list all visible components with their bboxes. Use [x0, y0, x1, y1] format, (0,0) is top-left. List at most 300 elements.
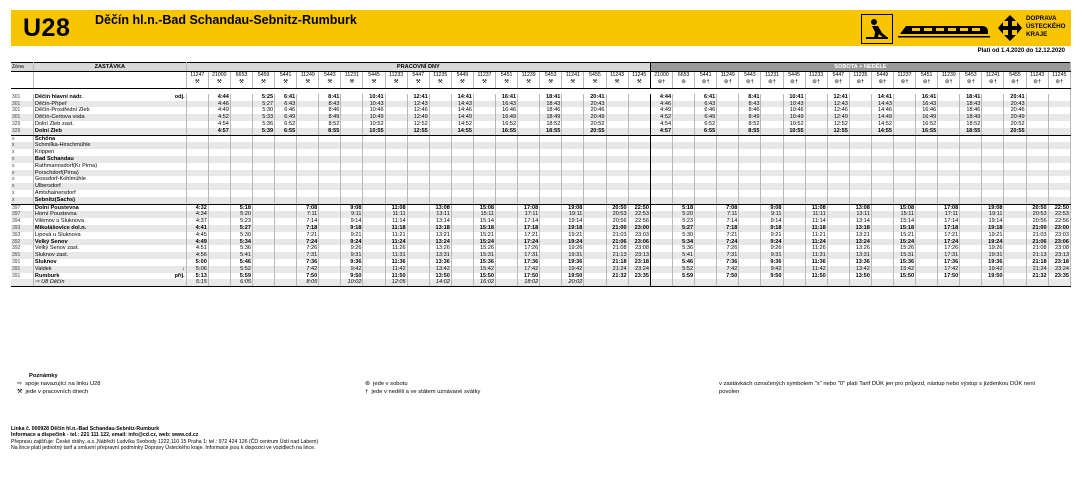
departure-time: [253, 252, 275, 259]
departure-time: [871, 232, 893, 239]
departure-time: [407, 176, 429, 183]
departure-time: [960, 266, 982, 273]
train-number-row: [11, 72, 1071, 79]
departure-time: [1004, 183, 1026, 190]
departure-time: 4:51: [186, 245, 208, 252]
stop-name-cell: [33, 107, 186, 114]
departure-time: [473, 94, 495, 101]
departure-time: [916, 156, 938, 163]
departure-time: [849, 170, 871, 177]
connection-time: 10:02: [341, 279, 363, 286]
departure-time: [230, 101, 252, 108]
departure-time: [1026, 121, 1048, 128]
departure-time: [540, 259, 562, 266]
departure-time: [297, 107, 319, 114]
departure-time: [429, 128, 451, 135]
stop-name: Děčín-Prostřední Žleb: [34, 107, 90, 114]
departure-time: [275, 218, 297, 225]
departure-time: [473, 101, 495, 108]
departure-time: [739, 239, 761, 246]
departure-time: [584, 190, 606, 197]
departure-time: [208, 252, 230, 259]
connection-time: [938, 279, 960, 286]
departure-time: [429, 190, 451, 197]
departure-time: 23:03: [628, 232, 650, 239]
departure-time: 4:52: [650, 114, 672, 121]
departure-time: 6:41: [275, 94, 297, 101]
departure-time: [451, 163, 473, 170]
departure-time: 7:31: [297, 252, 319, 259]
departure-time: [186, 128, 208, 135]
departure-time: 5:13: [186, 273, 208, 280]
departure-time: 17:18: [938, 225, 960, 232]
departure-time: 16:46: [916, 107, 938, 114]
departure-time: [540, 135, 562, 142]
departure-time: [208, 225, 230, 232]
departure-time: [186, 163, 208, 170]
departure-time: [673, 149, 695, 156]
departure-time: [717, 107, 739, 114]
departure-time: 17:14: [938, 218, 960, 225]
departure-time: [650, 142, 672, 149]
departure-time: [275, 149, 297, 156]
departure-time: [960, 163, 982, 170]
departure-time: 5:34: [230, 239, 252, 246]
departure-time: [341, 197, 363, 204]
departure-time: 20:46: [1004, 107, 1026, 114]
departure-time: [1026, 149, 1048, 156]
departure-time: [894, 114, 916, 121]
departure-time: [628, 170, 650, 177]
departure-time: 9:31: [341, 252, 363, 259]
departure-time: [562, 170, 584, 177]
departure-time: [650, 183, 672, 190]
departure-time: [407, 135, 429, 142]
departure-time: [739, 149, 761, 156]
departure-time: 19:36: [562, 259, 584, 266]
departure-time: 15:11: [473, 211, 495, 218]
departure-time: [650, 252, 672, 259]
connection-time: 6:05: [230, 279, 252, 286]
departure-time: [429, 94, 451, 101]
departure-time: [429, 135, 451, 142]
stop-name: Lipová u Šluknova: [34, 231, 81, 238]
stop-row: [11, 121, 1071, 128]
departure-time: 23:06: [1048, 239, 1070, 246]
departure-time: [606, 190, 628, 197]
departure-time: [562, 190, 584, 197]
connection-time: [407, 279, 429, 286]
departure-time: [982, 183, 1004, 190]
departure-time: [451, 259, 473, 266]
departure-time: 21:32: [1026, 273, 1048, 280]
departure-time: [275, 142, 297, 149]
departure-time: [1004, 197, 1026, 204]
departure-time: [650, 266, 672, 273]
logo-text-line-2: ÚSTECKÉHO: [1026, 23, 1066, 30]
note-sunday: † jede v neděli a ve státem uznávané svátky: [365, 389, 481, 395]
departure-time: 13:36: [429, 259, 451, 266]
departure-time: 15:24: [894, 239, 916, 246]
departure-time: [518, 135, 540, 142]
departure-time: 15:21: [894, 232, 916, 239]
departure-time: [275, 239, 297, 246]
departure-time: [341, 94, 363, 101]
train-number: 11245: [628, 72, 650, 79]
stop-name: Dolní Žleb: [34, 127, 62, 134]
departure-time: [253, 232, 275, 239]
departure-time: [363, 252, 385, 259]
departure-time: 17:42: [518, 266, 540, 273]
departure-time: [982, 176, 1004, 183]
stop-row: [11, 142, 1071, 149]
departure-time: [805, 149, 827, 156]
departure-time: [761, 121, 783, 128]
stop-zone: 301: [11, 107, 33, 114]
departure-time: [473, 176, 495, 183]
departure-time: 5:06: [186, 266, 208, 273]
departure-time: [208, 204, 230, 211]
departure-time: 14:49: [451, 114, 473, 121]
connection-time: [606, 279, 628, 286]
departure-time: [297, 156, 319, 163]
departure-time: 15:24: [473, 239, 495, 246]
departure-time: [562, 114, 584, 121]
train-number: 11237: [894, 72, 916, 79]
departure-time: [297, 183, 319, 190]
train-number: 5445: [363, 72, 385, 79]
departure-time: 9:42: [341, 266, 363, 273]
departure-time: [496, 266, 518, 273]
departure-time: 19:42: [562, 266, 584, 273]
departure-time: 15:18: [894, 225, 916, 232]
departure-time: [849, 121, 871, 128]
departure-time: [761, 190, 783, 197]
departure-time: [628, 128, 650, 135]
departure-time: [429, 176, 451, 183]
departure-time: 21:03: [606, 232, 628, 239]
departure-time: 7:11: [297, 211, 319, 218]
train-symbol: ⊚†: [783, 79, 805, 89]
departure-time: [695, 252, 717, 259]
departure-time: [496, 252, 518, 259]
train-number: 5453: [540, 72, 562, 79]
connection-time: 12:05: [385, 279, 407, 286]
departure-time: [606, 101, 628, 108]
departure-time: [805, 114, 827, 121]
train-symbol: ⚒: [518, 79, 540, 89]
departure-time: [451, 211, 473, 218]
departure-time: 8:43: [319, 101, 341, 108]
departure-time: 7:18: [297, 225, 319, 232]
departure-time: [429, 121, 451, 128]
departure-time: [650, 239, 672, 246]
connection-time: [894, 279, 916, 286]
departure-time: [695, 156, 717, 163]
stop-zone: 391: [11, 266, 33, 273]
departure-time: [407, 211, 429, 218]
departure-time: 17:36: [518, 259, 540, 266]
departure-time: [584, 239, 606, 246]
departure-time: [673, 121, 695, 128]
departure-time: [827, 190, 849, 197]
departure-time: [297, 142, 319, 149]
connection-row: [11, 279, 1071, 286]
departure-time: [496, 225, 518, 232]
departure-time: [938, 135, 960, 142]
departure-time: [761, 149, 783, 156]
departure-time: [1004, 218, 1026, 225]
train-symbol: ⚒: [363, 79, 385, 89]
departure-time: 6:46: [275, 107, 297, 114]
departure-time: [208, 135, 230, 142]
departure-time: [297, 94, 319, 101]
departure-time: [451, 170, 473, 177]
departure-time: 5:30: [253, 107, 275, 114]
departure-time: [297, 176, 319, 183]
departure-time: [562, 107, 584, 114]
departure-time: 15:14: [473, 218, 495, 225]
departure-time: [230, 197, 252, 204]
departure-time: [1004, 232, 1026, 239]
departure-time: 9:18: [341, 225, 363, 232]
departure-time: 7:31: [717, 252, 739, 259]
departure-time: [805, 107, 827, 114]
departure-time: [341, 170, 363, 177]
departure-time: [518, 163, 540, 170]
departure-time: [871, 176, 893, 183]
departure-time: 16:55: [496, 128, 518, 135]
departure-time: [540, 218, 562, 225]
train-symbol: ⚒: [319, 79, 341, 89]
departure-time: [186, 114, 208, 121]
departure-time: 21:18: [1026, 259, 1048, 266]
departure-time: 13:24: [849, 239, 871, 246]
departure-time: 8:55: [739, 128, 761, 135]
departure-time: [496, 245, 518, 252]
departure-time: 10:55: [363, 128, 385, 135]
departure-time: [894, 170, 916, 177]
connection-time: 18:02: [518, 279, 540, 286]
departure-time: [783, 163, 805, 170]
train-number: 5445: [783, 72, 805, 79]
departure-time: 20:43: [1004, 101, 1026, 108]
connection-time: [319, 279, 341, 286]
departure-time: [584, 135, 606, 142]
departure-time: [363, 204, 385, 211]
departure-time: [230, 176, 252, 183]
departure-time: [628, 163, 650, 170]
departure-time: [473, 149, 495, 156]
departure-time: [385, 197, 407, 204]
stop-zone: x: [11, 197, 33, 204]
departure-time: 17:24: [518, 239, 540, 246]
departure-time: 23:13: [1048, 252, 1070, 259]
departure-time: 13:18: [849, 225, 871, 232]
stop-name-cell: [33, 121, 186, 128]
departure-time: [275, 176, 297, 183]
departure-time: 16:55: [916, 128, 938, 135]
departure-time: 19:14: [562, 218, 584, 225]
departure-time: 22:50: [1048, 204, 1070, 211]
departure-time: 7:36: [297, 259, 319, 266]
departure-time: [761, 107, 783, 114]
departure-time: 4:49: [186, 239, 208, 246]
line-number: U28: [23, 14, 71, 42]
departure-time: [319, 266, 341, 273]
departure-time: [673, 128, 695, 135]
departure-time: [916, 273, 938, 280]
connection-time: [717, 279, 739, 286]
departure-time: [695, 135, 717, 142]
stop-name: Velký Šenov: [34, 238, 68, 245]
train-symbol: ⊚†: [695, 79, 717, 89]
departure-time: [871, 266, 893, 273]
departure-time: [1048, 197, 1070, 204]
departure-time: 8:49: [739, 114, 761, 121]
departure-time: [1048, 170, 1070, 177]
train-number: 11245: [1048, 72, 1070, 79]
departure-time: 4:46: [208, 101, 230, 108]
train-symbol: ⚒: [606, 79, 628, 89]
departure-time: [673, 101, 695, 108]
departure-time: [363, 142, 385, 149]
train-symbol: ⊚†: [871, 79, 893, 89]
stop-name-cell: [33, 149, 186, 156]
departure-time: [827, 135, 849, 142]
stop-name-cell: [33, 94, 186, 101]
connection-time: [451, 279, 473, 286]
departure-time: [871, 273, 893, 280]
departure-time: [186, 94, 208, 101]
train-number: 11243: [606, 72, 628, 79]
departure-time: [363, 190, 385, 197]
stop-row: [11, 252, 1071, 259]
departure-time: [1004, 190, 1026, 197]
departure-time: [739, 170, 761, 177]
departure-time: 15:50: [473, 273, 495, 280]
departure-time: [982, 156, 1004, 163]
stop-zone: 391: [11, 259, 33, 266]
departure-time: [650, 149, 672, 156]
departure-time: 4:52: [208, 114, 230, 121]
train-number: 21000: [208, 72, 230, 79]
departure-time: 23:06: [628, 239, 650, 246]
departure-time: [673, 176, 695, 183]
departure-time: [871, 225, 893, 232]
departure-time: [584, 163, 606, 170]
departure-time: [319, 163, 341, 170]
departure-time: [540, 197, 562, 204]
logo-text-line-1: DOPRAVA: [1026, 15, 1057, 22]
departure-time: [650, 225, 672, 232]
departure-time: [451, 156, 473, 163]
departure-time: [960, 211, 982, 218]
departure-time: [1004, 163, 1026, 170]
departure-time: [319, 170, 341, 177]
departure-time: 12:49: [407, 114, 429, 121]
departure-time: [253, 239, 275, 246]
departure-time: [805, 176, 827, 183]
train-number: 11235: [429, 72, 451, 79]
departure-time: 12:52: [407, 121, 429, 128]
departure-time: [805, 128, 827, 135]
departure-time: 17:11: [938, 211, 960, 218]
departure-time: [982, 135, 1004, 142]
departure-time: 23:13: [628, 252, 650, 259]
departure-time: 5:59: [673, 273, 695, 280]
stop-name: Děčín-Přípeř: [34, 100, 67, 107]
departure-time: 12:55: [407, 128, 429, 135]
departure-time: [341, 156, 363, 163]
departure-time: [938, 149, 960, 156]
stop-name: Bad Schandau: [34, 155, 74, 162]
stop-zone: x: [11, 190, 33, 197]
departure-time: [849, 183, 871, 190]
departure-time: [496, 135, 518, 142]
departure-time: [916, 211, 938, 218]
stop-row: [11, 259, 1071, 266]
departure-time: [938, 163, 960, 170]
departure-time: [849, 128, 871, 135]
departure-time: 5:18: [230, 204, 252, 211]
departure-time: 5:23: [230, 218, 252, 225]
departure-time: 8:49: [319, 114, 341, 121]
departure-time: 19:24: [562, 239, 584, 246]
departure-time: [297, 170, 319, 177]
connection-time: 14:02: [429, 279, 451, 286]
departure-time: 23:24: [1048, 266, 1070, 273]
stop-row: [11, 266, 1071, 273]
departure-time: [253, 183, 275, 190]
departure-time: 13:42: [429, 266, 451, 273]
departure-time: [761, 156, 783, 163]
departure-time: [407, 225, 429, 232]
stop-zone: x: [11, 183, 33, 190]
stop-zone: 329: [11, 128, 33, 135]
departure-time: [894, 101, 916, 108]
departure-time: [319, 190, 341, 197]
departure-time: 13:18: [429, 225, 451, 232]
departure-time: [761, 183, 783, 190]
stop-name: Amtshainersdorf: [34, 189, 76, 196]
stop-name-cell: [33, 190, 186, 197]
stop-zone: x: [11, 176, 33, 183]
stop-name-cell: [33, 232, 186, 239]
departure-time: [496, 142, 518, 149]
train-number: 5451: [496, 72, 518, 79]
departure-time: [916, 218, 938, 225]
departure-time: 11:50: [385, 273, 407, 280]
departure-time: [827, 218, 849, 225]
departure-time: 9:14: [761, 218, 783, 225]
connection-time: 20:02: [562, 279, 584, 286]
train-number: 11233: [385, 72, 407, 79]
departure-time: [827, 197, 849, 204]
stop-name-cell: [33, 252, 186, 259]
departure-time: [540, 225, 562, 232]
departure-time: [341, 101, 363, 108]
departure-time: [960, 142, 982, 149]
departure-time: 12:49: [827, 114, 849, 121]
train-number: 5443: [739, 72, 761, 79]
departure-time: [606, 183, 628, 190]
departure-time: 18:43: [540, 101, 562, 108]
departure-time: [982, 101, 1004, 108]
departure-time: [230, 149, 252, 156]
departure-time: [363, 218, 385, 225]
departure-time: [253, 142, 275, 149]
